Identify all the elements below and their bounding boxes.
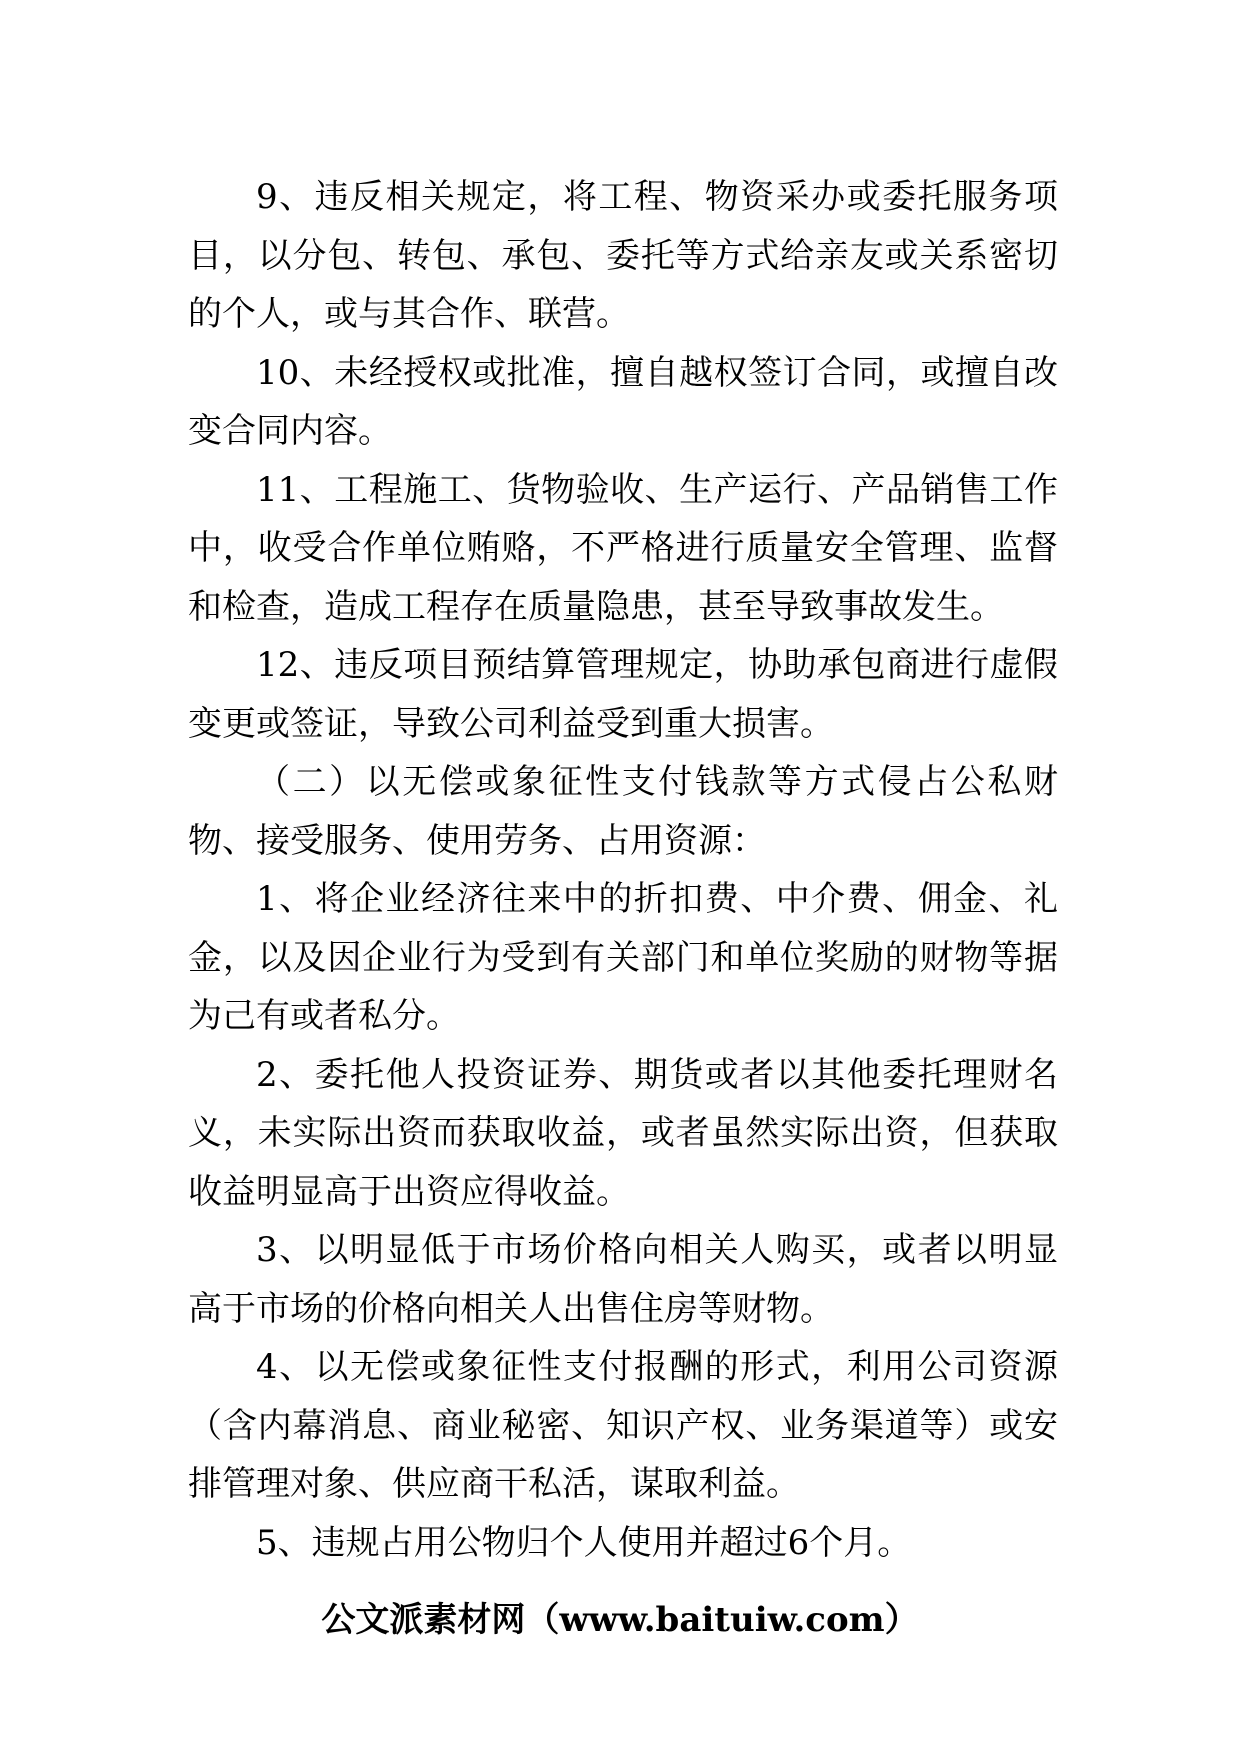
- paragraph-item-4: 4、以无偿或象征性支付报酬的形式，利用公司资源（含内幕消息、商业秘密、知识产权、业务渠道等）或安排管理对象、供应商干私活，谋取利益。: [188, 1347, 1058, 1504]
- footer-watermark: 公文派素材网（www.baituiw.com）: [321, 1600, 919, 1640]
- paragraph-item-1: 1、将企业经济往来中的折扣费、中介费、佣金、礼金，以及因企业行为受到有关部门和单位奖励的财物等据为己有或者私分。: [188, 879, 1058, 1036]
- section-heading-2: （二）以无偿或象征性支付钱款等方式侵占公私财物、接受服务、使用劳务、占用资源：: [188, 762, 1058, 861]
- paragraph-item-9: 9、违反相关规定，将工程、物资采办或委托服务项目，以分包、转包、承包、委托等方式给亲友或关系密切的个人，或与其合作、联营。: [188, 177, 1058, 334]
- paragraph-item-12: 12、违反项目预结算管理规定，协助承包商进行虚假变更或签证，导致公司利益受到重大损害。: [188, 645, 1058, 744]
- paragraph-item-3: 3、以明显低于市场价格向相关人购买，或者以明显高于市场的价格向相关人出售住房等财物。: [188, 1230, 1058, 1329]
- paragraph-item-11: 11、工程施工、货物验收、生产运行、产品销售工作中，收受合作单位贿赂，不严格进行质量安全管理、监督和检查，造成工程存在质量隐患，甚至导致事故发生。: [188, 469, 1058, 627]
- paragraph-item-2: 2、委托他人投资证券、期货或者以其他委托理财名义，未实际出资而获取收益，或者虽然实际出资，但获取收益明显高于出资应得收益。: [188, 1054, 1058, 1212]
- paragraph-item-5: 5、违规占用公物归个人使用并超过6个月。: [256, 1522, 912, 1563]
- paragraph-item-10: 10、未经授权或批准，擅自越权签订合同，或擅自改变合同内容。: [188, 352, 1058, 451]
- document-body: [188, 168, 1058, 1572]
